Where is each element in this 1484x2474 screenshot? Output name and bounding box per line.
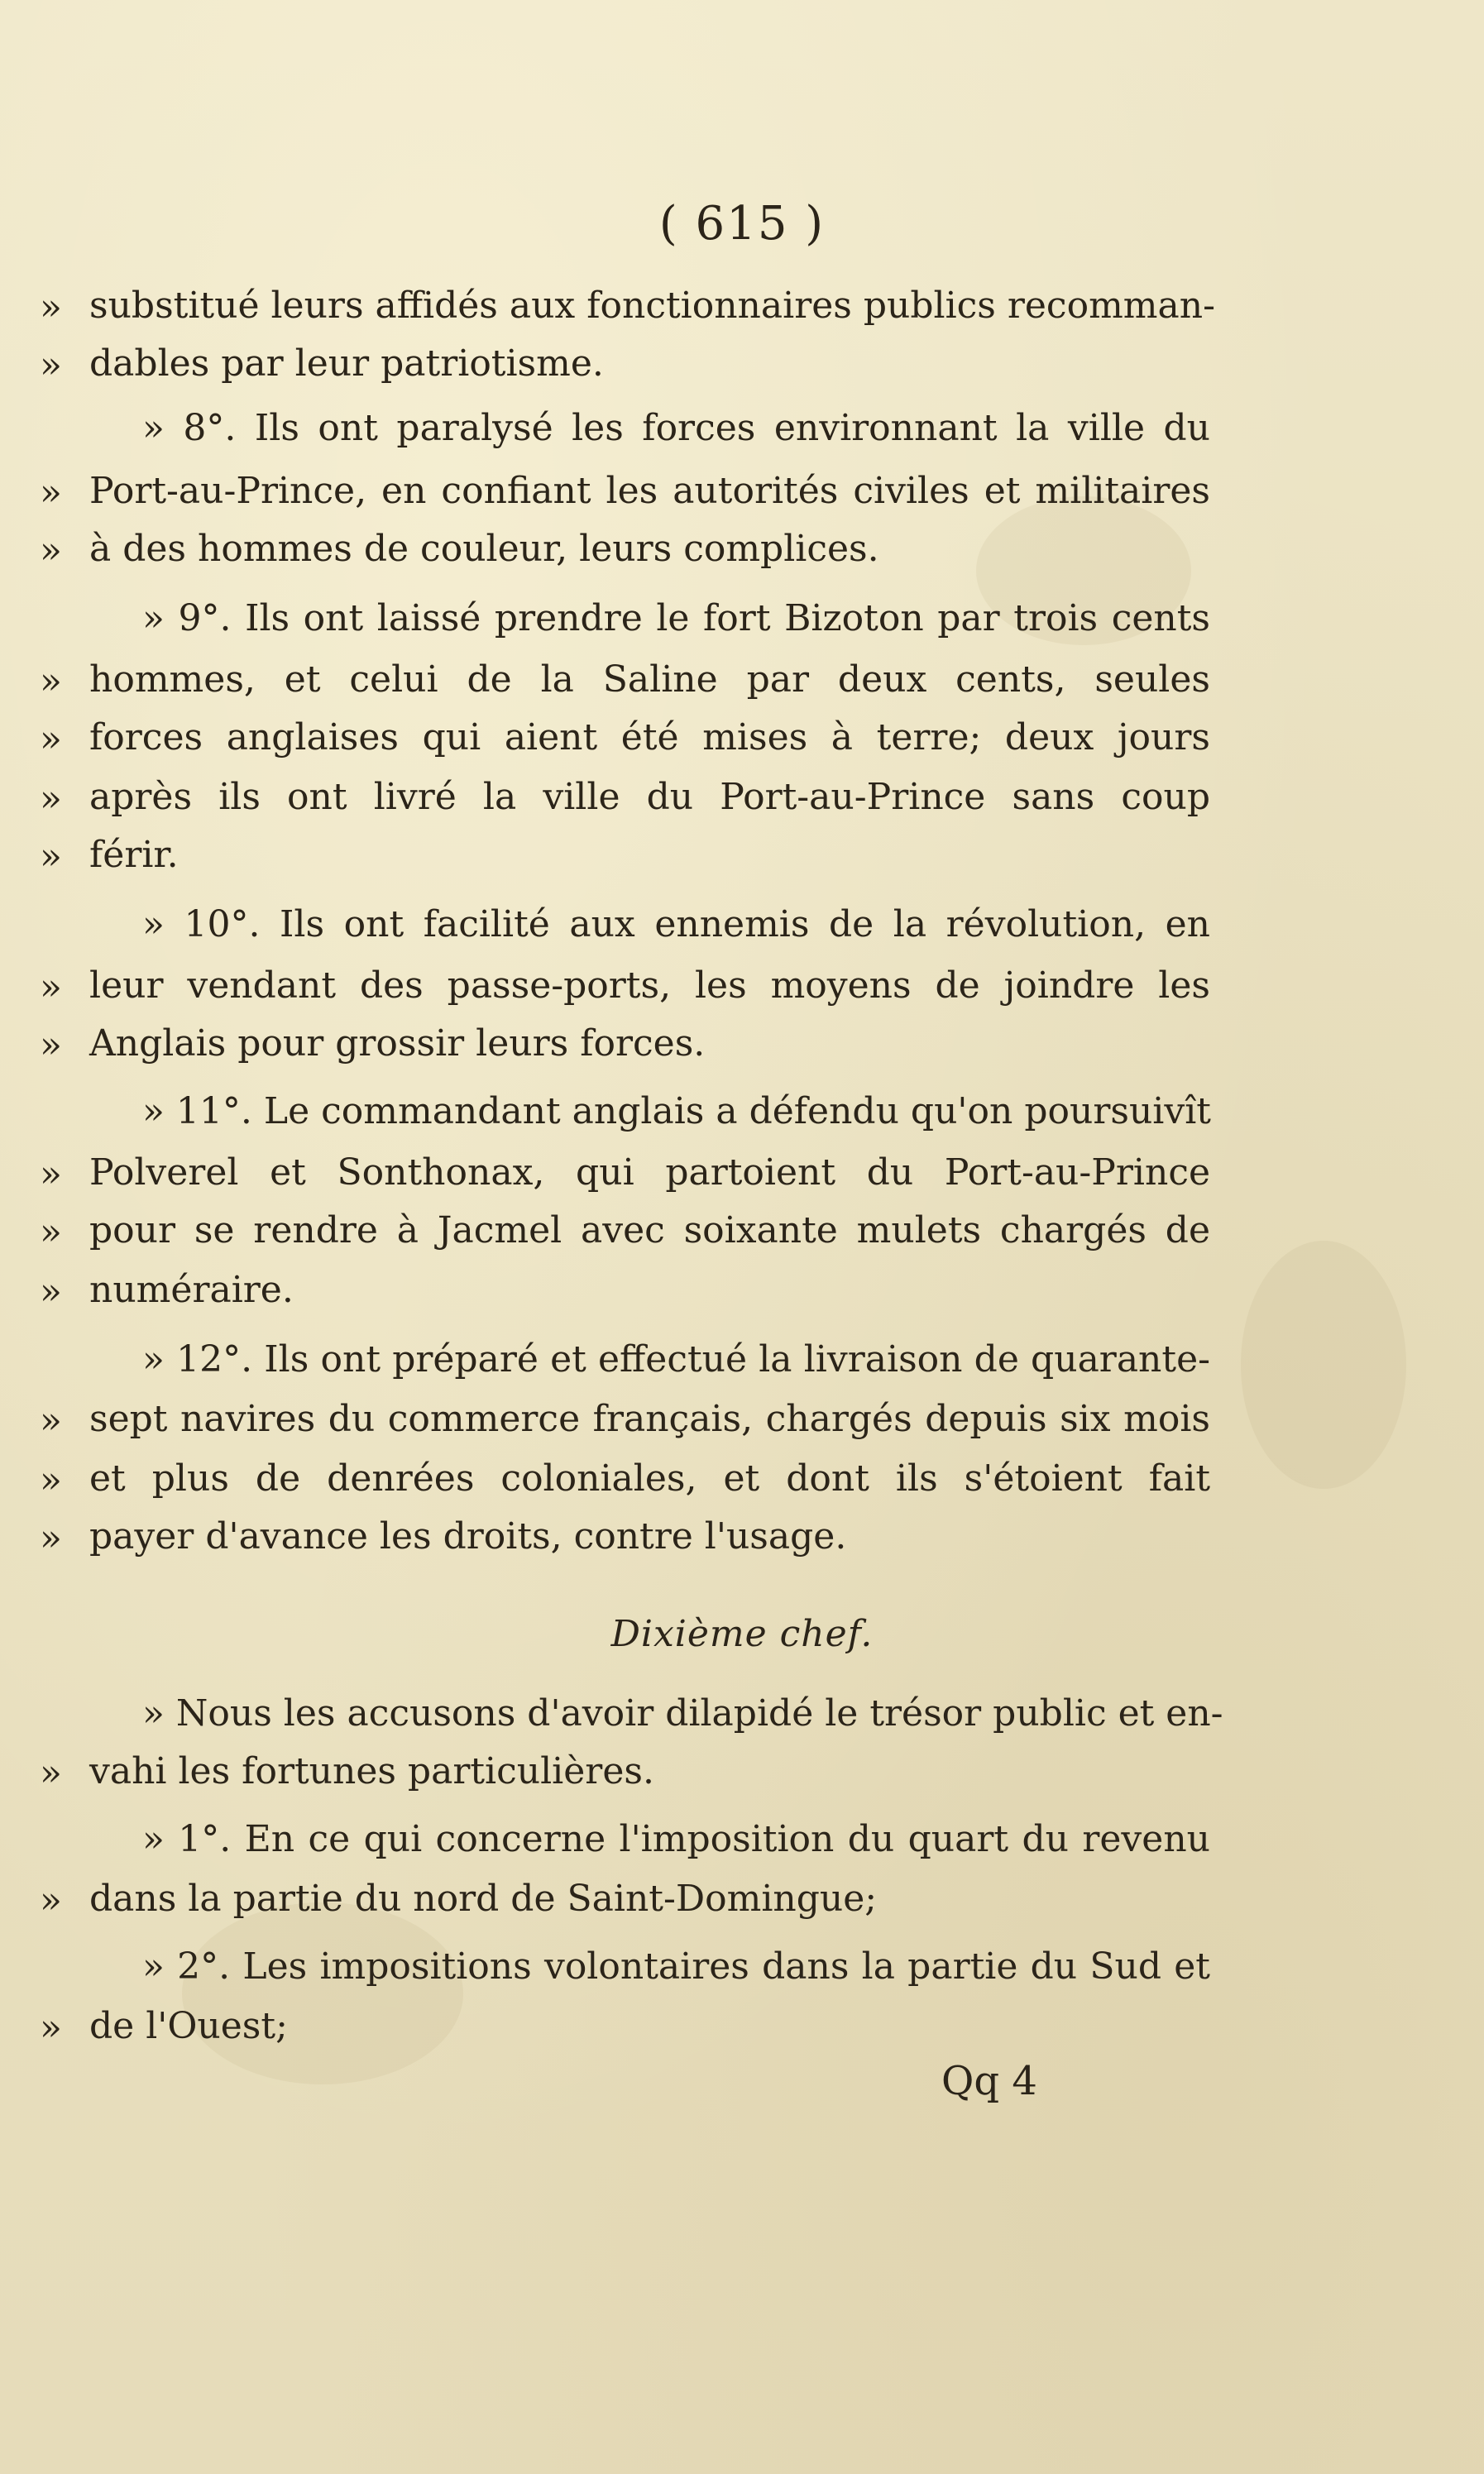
line-text: Anglais pour grossir leurs forces. [89, 1022, 706, 1065]
section-heading: Dixième chef. [610, 1613, 874, 1655]
quote-mark: » [40, 471, 62, 514]
quote-mark: » [40, 718, 62, 760]
line-text: Polverel et Sonthonax, qui partoient du Port-au-Prince [89, 1151, 1210, 1194]
page-number-header: ( 615 ) [658, 197, 826, 251]
line-text: payer d'avance les droits, contre l'usage. [89, 1515, 847, 1558]
line-text: » 1°. En ce qui concerne l'imposition du quart du revenu [142, 1818, 1210, 1860]
line-text: » 8°. Ils ont paralysé les forces environnant la ville du [142, 407, 1210, 449]
line-text: » 2°. Les impositions volontaires dans la partie du Sud et [142, 1945, 1210, 1988]
line-text: » 9°. Ils ont laissé prendre le fort Bizoton par trois cents [142, 597, 1210, 639]
text-line [0, 465, 1484, 524]
line-text: férir. [89, 834, 179, 876]
text-line [0, 1813, 1484, 1873]
line-text: » 11°. Le commandant anglais a défendu qu'on poursuivît [142, 1090, 1211, 1132]
text-line [0, 653, 1484, 713]
text-line [0, 1510, 1484, 1570]
quote-mark: » [40, 529, 62, 572]
text-line [0, 1017, 1484, 1077]
text-line [0, 1085, 1484, 1145]
text-line [0, 1687, 1484, 1747]
text-line [0, 1204, 1484, 1264]
text-line [0, 1452, 1484, 1512]
quote-mark: » [40, 1517, 62, 1559]
text-line [0, 1940, 1484, 2000]
line-text: de l'Ouest; [89, 2005, 288, 2047]
text-line [0, 337, 1484, 397]
quote-mark: » [40, 835, 62, 878]
line-text: vahi les fortunes particulières. [89, 1750, 654, 1792]
quote-mark: » [40, 1211, 62, 1253]
text-line [0, 829, 1484, 888]
line-text: dans la partie du nord de Saint-Domingue; [89, 1878, 878, 1920]
quote-mark: » [40, 966, 62, 1008]
line-text: numéraire. [89, 1269, 294, 1311]
text-line [0, 592, 1484, 652]
line-text: sept navires du commerce français, chargés depuis six mois [89, 1398, 1210, 1440]
quote-mark: » [40, 2007, 62, 2049]
text-line [0, 771, 1484, 830]
quote-mark: » [40, 1153, 62, 1195]
text-line [0, 2000, 1484, 2060]
quote-mark: » [40, 1879, 62, 1921]
text-line [0, 1146, 1484, 1206]
text-line [0, 959, 1484, 1019]
text-line [0, 523, 1484, 582]
text-line [0, 898, 1484, 958]
line-text: substitué leurs affidés aux fonctionnaires publics recomman- [89, 285, 1215, 327]
text-line [0, 1393, 1484, 1452]
quote-mark: » [40, 1024, 62, 1066]
line-text: » 10°. Ils ont facilité aux ennemis de la révolution, en [142, 903, 1210, 945]
text-line [0, 402, 1484, 462]
quote-mark: » [40, 286, 62, 328]
line-text: hommes, et celui de la Saline par deux cents, seules [89, 658, 1210, 701]
quote-mark: » [40, 1400, 62, 1442]
line-text: Port-au-Prince, en confiant les autorités civiles et militaires [89, 470, 1210, 512]
quote-mark: » [40, 778, 62, 820]
line-text: leur vendant des passe-ports, les moyens de joindre les [89, 964, 1210, 1007]
quote-mark: » [40, 344, 62, 386]
quote-mark: » [40, 1270, 62, 1313]
line-text: » Nous les accusons d'avoir dilapidé le trésor public et en- [142, 1692, 1223, 1735]
text-line [0, 1264, 1484, 1323]
line-text: forces anglaises qui aient été mises à terre; deux jours [89, 716, 1210, 758]
quote-mark: » [40, 1752, 62, 1794]
signature-mark: Qq 4 [941, 2058, 1037, 2104]
text-line [0, 1745, 1484, 1805]
line-text: après ils ont livré la ville du Port-au-Prince sans coup [89, 776, 1210, 818]
line-text: dables par leur patriotisme. [89, 342, 604, 385]
quote-mark: » [40, 1459, 62, 1501]
line-text: » 12°. Ils ont préparé et effectué la livraison de quarante- [142, 1338, 1210, 1381]
line-text: et plus de denrées coloniales, et dont ils s'étoient fait [89, 1457, 1210, 1500]
quote-mark: » [40, 660, 62, 702]
text-line [0, 1873, 1484, 1932]
line-text: pour se rendre à Jacmel avec soixante mulets chargés de [89, 1209, 1210, 1251]
line-text: à des hommes de couleur, leurs complices. [89, 528, 879, 570]
text-line [0, 1333, 1484, 1393]
text-line [0, 280, 1484, 339]
text-line [0, 711, 1484, 771]
